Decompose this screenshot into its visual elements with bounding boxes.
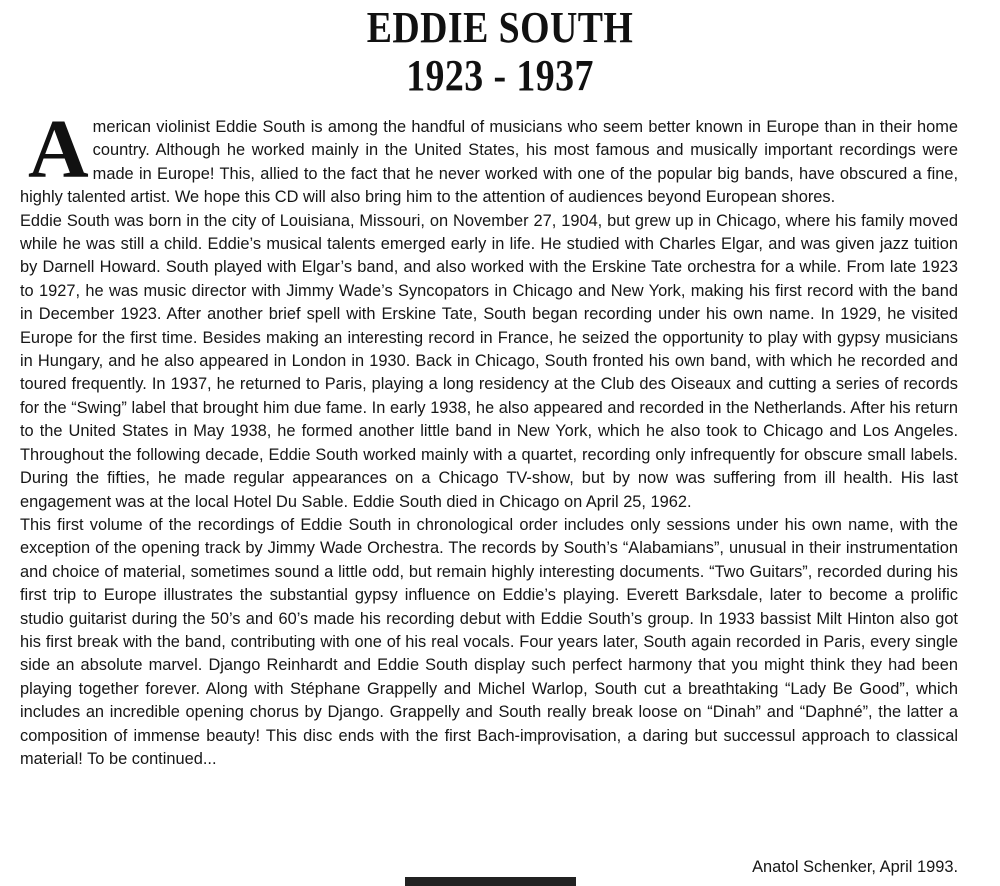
drop-cap: A [28, 103, 89, 196]
article-body [20, 103, 958, 771]
author-signature: Anatol Schenker, April 1993. [752, 858, 958, 876]
paragraph-intro [20, 103, 958, 210]
page-subtitle-years: 1923 - 1937 [406, 51, 594, 100]
bottom-decorative-bar [405, 877, 576, 886]
paragraph-biography: Eddie South was born in the city of Louisiana, Missouri, on November 27, 1904, but grew up in Chicago, where his family moved while he was still a child. Eddie’s musical talents emerged early in life. He studied with Charles Elgar, and was given jazz tuition by Darnell Howard. South played with Elgar’s band, and also worked with the Erskine Tate orchestra for a while. From late 1923 to 1927, he was music director with Jimmy Wade’s Syncopators in Chicago and New York, making his first record with the band in December 1923. After another brief spell with Erskine Tate, South began recording under his own name. In 1929, he visited Europe for the first time. Besides making an interesting record in France, he seized the opportunity to play with gypsy musicians in Hungary, and he also appeared in London in 1930. Back in Chicago, South fronted his own band, with which he recorded and toured frequently. In 1937, he returned to Paris, playing a long residency at the Club des Oiseaux and cutting a series of records for the “Swing” label that brought him due fame. In early 1938, he also appeared and recorded in the Netherlands. After his return to the United States in May 1938, he formed another little band in New York, which he also took to Chicago and Los Angeles. Throughout the following decade, Eddie South worked mainly with a quartet, recording only infrequently for obscure small labels. During the fifties, he made regular appearances on a Chicago TV-show, but by now was suffering from ill health. His last engagement was at the local Hotel Du Sable. Eddie South died in Chicago on April 25, 1962. [20, 211, 958, 511]
paragraph-recordings: This first volume of the recordings of Eddie South in chronological order includes only sessions under his own name, with the exception of the opening track by Jimmy Wade Orchestra. The records by South’s “Alabamians”, unusual in their instrumentation and choice of material, sometimes sound a little odd, but remain highly interesting documents. “Two Guitars”, recorded during his first trip to Europe illustrates the substantial gypsy influence on Eddie’s playing. Everett Barksdale, later to become a prolific studio guitarist during the 50’s and 60’s made his recording debut with Eddie South’s group. In 1933 bassist Milt Hinton also got his first break with the band, contributing with one of his real vocals. Four years later, South again recorded in Paris, every single side an absolute marvel. Django Reinhardt and Eddie South display such perfect harmony that you might think they had been playing together forever. Along with Stéphane Grappelly and Michel Warlop, South cut a breathtaking “Lady Be Good”, which includes an incredible opening chorus by Django. Grappelly and South really break loose on “Dinah” and “Daphné”, the latter a composition of immense beauty! This disc ends with the first Bach-improvisation, a daring but successul approach to classical material! To be continued... [20, 515, 958, 768]
page-title: EDDIE SOUTH [366, 3, 634, 52]
paragraph-intro-text: merican violinist Eddie South is among the handful of musicians who seem better known in Europe than in their home country. Although he worked mainly in the United States, his most famous and musically important recordings were made in Europe! This, allied to the fact that he never worked with one of the popular big bands, have obscured a fine, highly talented artist. We hope this CD will also bring him to the attention of audiences beyond European shores. [20, 118, 958, 207]
